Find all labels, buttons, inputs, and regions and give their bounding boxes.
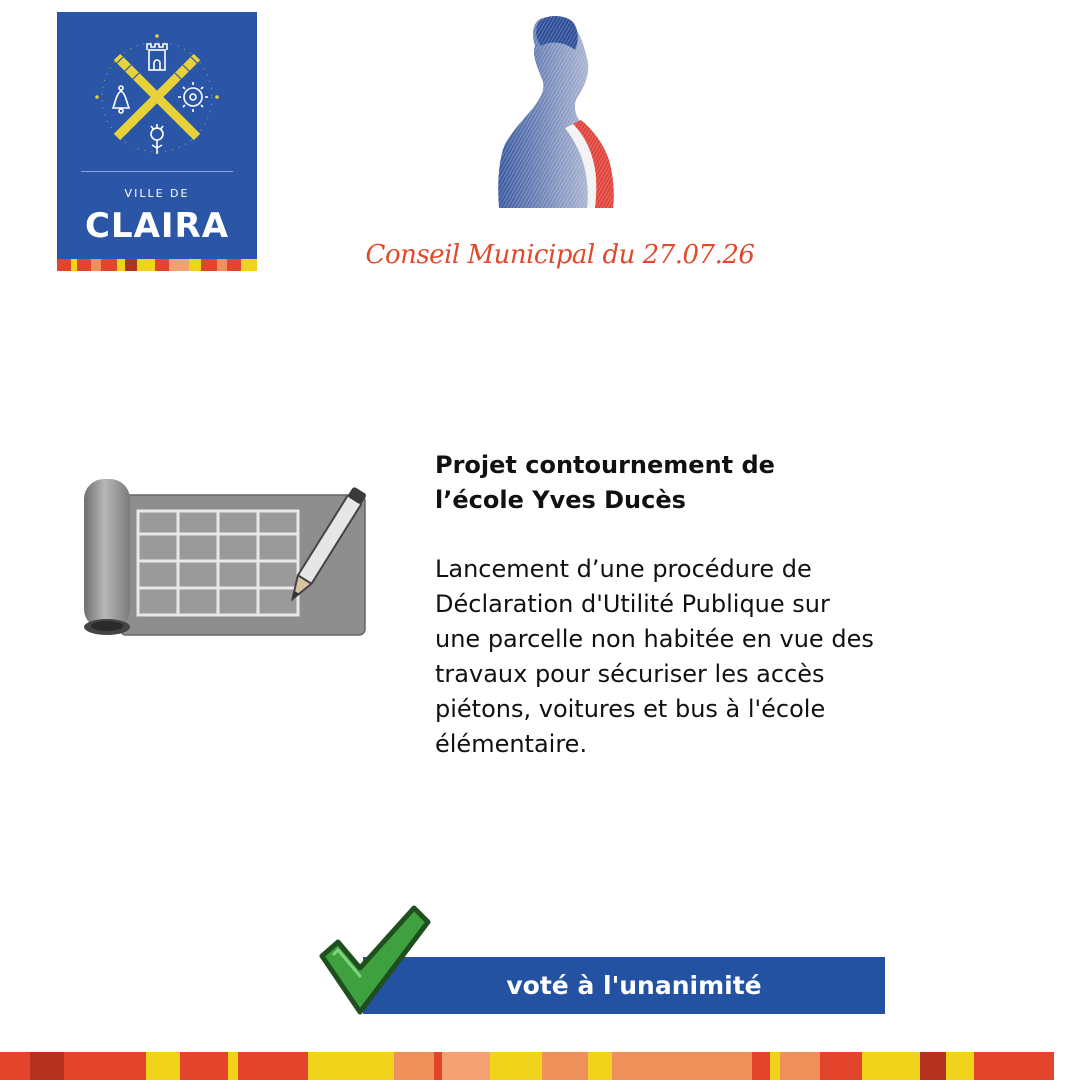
logo-name: CLAIRA [84, 206, 230, 246]
windmill-cross-icon [57, 12, 257, 167]
checkmark-icon [312, 902, 434, 1020]
item-title: Projet contournement de l’école Yves Ducès [435, 451, 775, 514]
marianne-bust-icon [495, 12, 620, 212]
claira-logo [57, 12, 257, 271]
logo-subtitle: VILLE DE [124, 187, 190, 200]
thistle-icon [151, 124, 163, 154]
meeting-title: Conseil Municipal du 27.07.26 [365, 240, 755, 270]
sun-icon [178, 82, 208, 112]
vote-label: voté à l'unanimité [506, 971, 762, 1000]
blueprint-scroll-icon [80, 475, 375, 645]
vote-banner [363, 957, 885, 1014]
logo-divider [81, 171, 233, 172]
bell-icon [113, 86, 129, 113]
logo-stripe [57, 259, 257, 271]
item-description: Lancement d’une procédure de Déclaration d'Utilité Publique sur une parcelle non habitée en vue des travaux pour sécuriser les accès piétons, voitures et bus à l'école élémentaire. [435, 555, 874, 758]
tower-icon [147, 44, 167, 70]
bottom-color-stripe [0, 1052, 1080, 1080]
